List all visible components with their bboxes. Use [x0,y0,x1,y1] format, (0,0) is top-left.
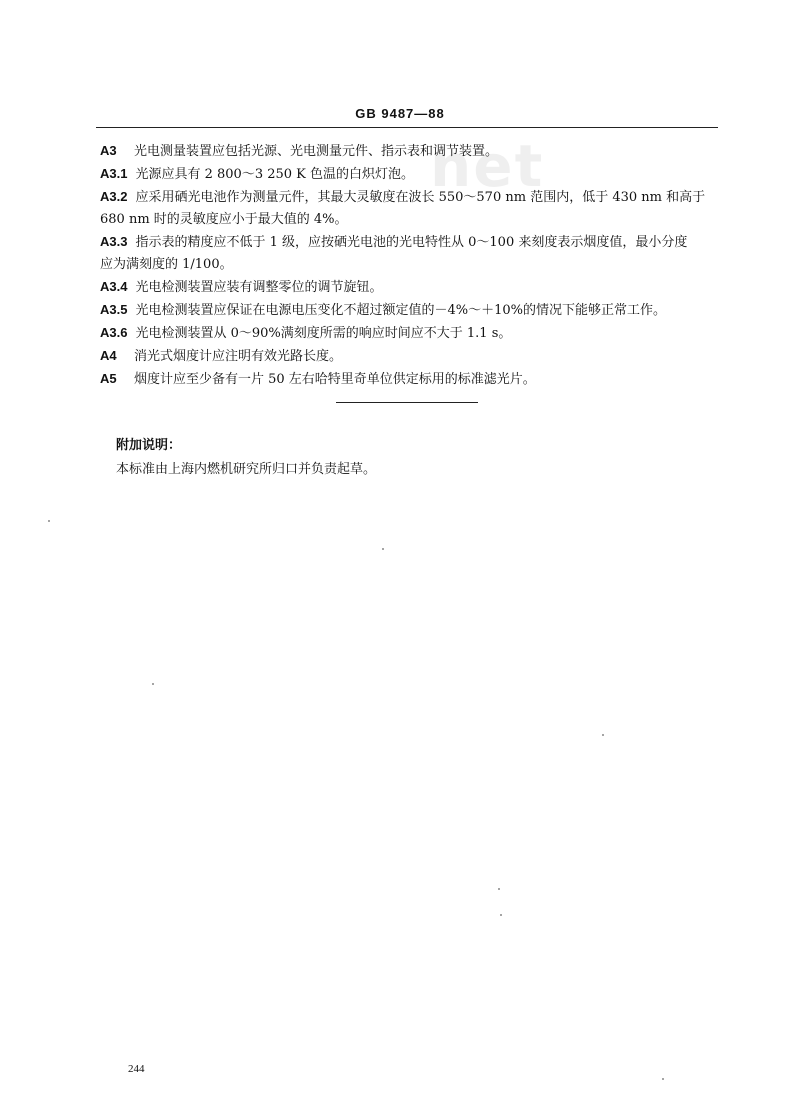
clause-number: A3.4 [100,279,128,294]
watermark: net [430,132,545,200]
scan-speck [662,1078,664,1080]
appendix-body: 本标准由上海内燃机研究所归口并负责起草。 [116,462,377,477]
clause-a3 [100,140,712,163]
section-end-rule [336,402,478,403]
clause-number: A5 [100,371,117,386]
clause-a3-4 [100,276,712,299]
clause-a3-2-continuation: 680 nm 时的灵敏度应小于最大值的 4%。 [100,212,348,227]
clause-number: A3 [100,143,117,158]
clause-text: 光电测量装置应包括光源、光电测量元件、指示表和调节装置。 [134,144,499,159]
clause-number: A4 [100,348,117,363]
clause-text: 指示表的精度应不低于 1 级，应按硒光电池的光电特性从 0～100 来刻度表示烟度值，最小分度 [135,235,688,250]
clause-text: 烟度计应至少备有一片 50 左右哈特里奇单位供定标用的标准滤光片。 [134,372,536,387]
clause-a3-2 [100,186,712,209]
appendix-title: 附加说明： [116,438,182,453]
scan-speck [498,888,500,890]
clause-text: 光电检测装置应装有调整零位的调节旋钮。 [135,280,383,295]
scan-speck [48,520,50,522]
scan-speck [382,548,384,550]
appendix-note [116,434,706,482]
clause-text: 应采用硒光电池作为测量元件，其最大灵敏度在波长 550～570 nm 范围内，低于 430 nm 和高于 [135,190,706,205]
header-rule [96,127,718,128]
clause-number: A3.1 [100,166,128,181]
clause-a3-3 [100,231,712,254]
clause-text: 光源应具有 2 800～3 250 K 色温的白炽灯泡。 [135,167,415,182]
clause-number: A3.3 [100,234,128,249]
clause-number: A3.5 [100,302,128,317]
clause-a3-1 [100,163,712,186]
clause-number: A3.6 [100,325,128,340]
clause-text: 光电检测装置应保证在电源电压变化不超过额定值的－4%～＋10%的情况下能够正常工作。 [135,303,666,318]
scan-speck [602,734,604,736]
clause-number: A3.2 [100,189,128,204]
clause-a3-5 [100,299,712,322]
clause-text: 消光式烟度计应注明有效光路长度。 [134,349,343,364]
clause-list [100,140,712,391]
clause-a4 [100,345,712,368]
clause-a3-3-continuation: 应为满刻度的 1/100。 [100,257,233,272]
page-number: 244 [128,1063,145,1075]
scan-speck [500,914,502,916]
page-header: GB 9487—88 [355,106,445,121]
clause-a5 [100,368,712,391]
scan-speck [152,683,154,685]
clause-text: 光电检测装置从 0～90%满刻度所需的响应时间应不大于 1.1 s。 [135,326,512,341]
clause-a3-6 [100,322,712,345]
